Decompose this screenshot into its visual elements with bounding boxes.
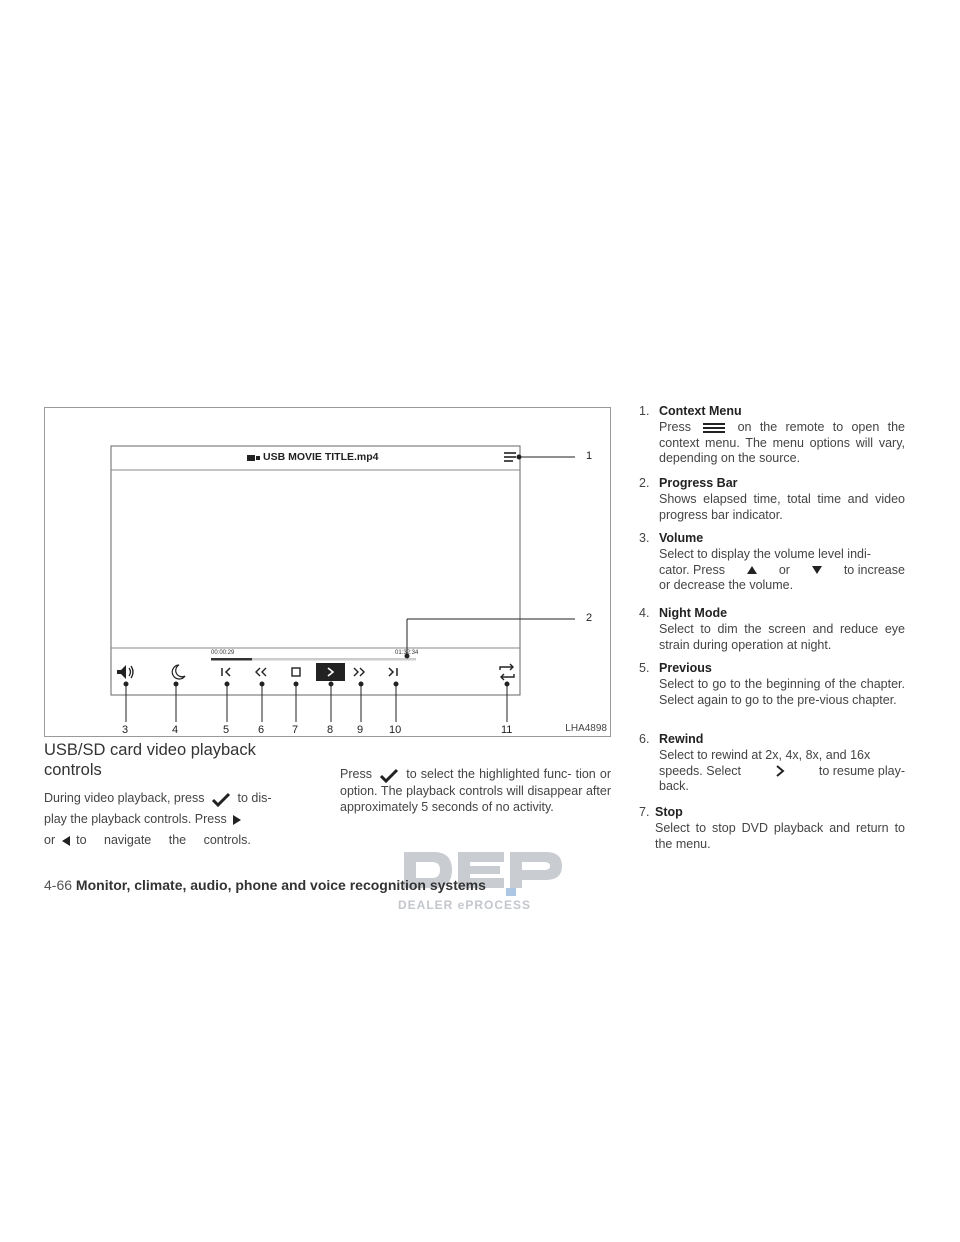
text-run: speeds. Select [659,763,741,778]
text-run: to navigate the controls. [76,833,251,847]
item-title: Rewind [659,732,704,746]
callout-4: 4 [172,724,179,736]
text-run: play the playback controls. Press [44,812,227,826]
page-footer [44,877,486,893]
item-title: Context Menu [659,404,742,418]
item-night-mode [639,606,905,653]
item-number: 4. [639,606,650,620]
item-description: Select to dim the screen and reduce eye strain during operation at night. [659,621,905,652]
text-run: During video playback, press [44,791,205,805]
menu-icon [699,421,729,435]
chapter-title: Monitor, climate, audio, phone and voice recognition systems [75,877,486,893]
item-progress-bar [639,476,905,523]
callout-9: 9 [357,724,364,736]
callout-2: 2 [586,612,593,624]
figure-id: LHA4898 [565,723,607,734]
callout-10: 10 [389,724,402,736]
item-number: 2. [639,476,650,490]
item-title: Progress Bar [659,476,738,490]
callout-6: 6 [258,724,265,736]
text-run: to select the highlighted func- [406,767,572,781]
total-time: 01:32:34 [395,650,419,656]
page-number: 4-66 [44,877,73,893]
item-title: Night Mode [659,606,728,620]
chevron-right-icon [774,764,786,778]
check-icon [376,767,402,783]
text-run: Select to display the volume level indi- [659,546,871,561]
down-triangle-icon [811,564,823,576]
left-triangle-icon [59,834,73,848]
elapsed-time: 00:00:29 [211,650,235,656]
item-context-menu [639,404,905,467]
item-description [639,547,905,594]
text-run: or [44,833,56,847]
item-number: 3. [639,531,650,545]
item-description: Shows elapsed time, total time and video progress bar indicator. [659,491,905,522]
screen-title: USB MOVIE TITLE.mp4 [263,451,379,463]
text-run: Press [340,767,372,781]
item-number: 1. [639,404,650,418]
text-run: back. [659,779,689,794]
up-triangle-icon [746,564,758,576]
item-previous [639,661,905,708]
right-triangle-icon [230,813,244,827]
item-title: Previous [659,661,712,675]
item-volume [639,531,905,594]
item-description [639,420,905,467]
text-run: tion or option. The playback controls will disappear after approximately 5 seconds of no activity. [340,767,612,814]
item-title: Stop [655,805,683,819]
callout-11: 11 [501,724,513,736]
middle-column-text [340,766,611,815]
item-number: 7. [639,805,650,819]
text-run: on the remote to open the context menu. The menu options will vary, depending on the source. [659,419,905,466]
callout-5: 5 [223,724,230,736]
text-run: Select to rewind at 2x, 4x, 8x, and 16x [659,747,871,762]
item-title: Volume [659,531,704,545]
text-line [659,764,905,780]
item-description: Select to go to the beginning of the chapter. Select again to go to the pre-vious chapter. [659,676,905,707]
callout-8: 8 [327,724,334,736]
item-number: 6. [639,732,650,746]
play-icon [316,663,345,681]
progress-fill [211,658,252,661]
text-run: to dis- [237,791,272,805]
item-description [639,748,905,795]
text-run: or decrease the volume. [659,578,794,593]
item-stop [639,805,905,852]
screen-frame [111,446,520,695]
text-line [659,563,905,579]
left-column-text [44,788,320,851]
check-icon [208,791,234,807]
text-run: Press [659,419,691,434]
text-run: cator. Press [659,562,725,577]
text-run: or [778,562,790,577]
figure-video-playback-screen [44,407,611,737]
callout-7: 7 [292,724,299,736]
callout-1: 1 [586,450,593,462]
item-number: 5. [639,661,650,675]
text-run: to resume play- [818,763,905,778]
section-title: USB/SD card video playback controls [44,741,256,779]
text-run: to increase [843,562,905,577]
item-rewind [639,732,905,795]
callout-3: 3 [122,724,129,736]
item-description: Select to stop DVD playback and return to the menu. [655,820,905,851]
watermark-text: DEALER ePROCESS [398,898,532,912]
